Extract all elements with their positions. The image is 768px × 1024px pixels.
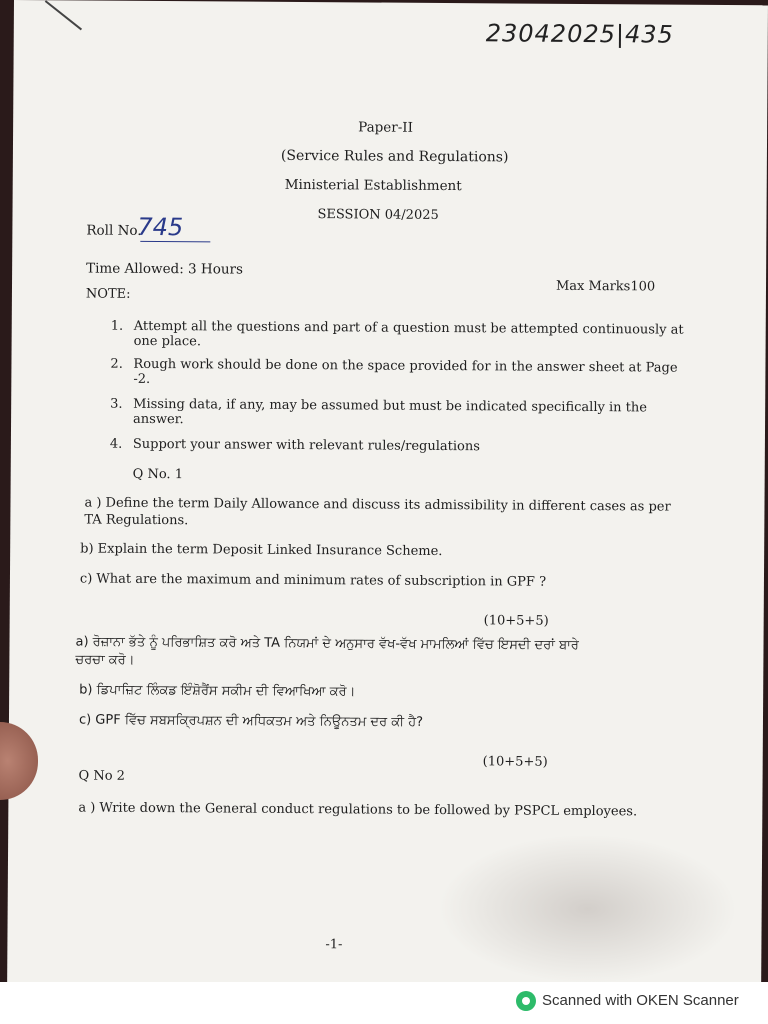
roll-number-underline [140, 241, 210, 242]
note-text-line1: Support your answer with relevant rules/regulations [132, 436, 480, 455]
note-text-line2: answer. [133, 411, 184, 428]
question-1c: c) What are the maximum and minimum rates of subscription in GPF ? [79, 571, 547, 590]
exam-paper-sheet [7, 0, 768, 987]
page-number: -1- [325, 937, 343, 953]
question-1a-punjabi-line1: a) ਰੋਜ਼ਾਨਾ ਭੱਤੇ ਨੂੰ ਪਰਿਭਾਸ਼ਿਤ ਕਰੋ ਅਤੇ TA ਨਿਯਮਾਂ ਦੇ ਅਨੁਸਾਰ ਵੱਖ-ਵੱਖ ਮਾਮਲਿਆਂ ਵਿੱਚ ਇਸਦੀ ਦਰਾਂ ਬਾਰੇ [75, 634, 579, 653]
question-1a-line1: a ) Define the term Daily Allowance and discuss its admissibility in different cases as per [84, 495, 671, 515]
question-2-title: Q No 2 [78, 768, 126, 784]
note-item [110, 356, 678, 391]
note-number: 3. [110, 396, 123, 412]
question-1-marks: (10+5+5) [483, 613, 549, 629]
note-text-line2: -2. [133, 371, 151, 387]
note-item [110, 318, 684, 353]
handwritten-code: 23042025|435 [485, 19, 674, 49]
note-text-line1: Rough work should be done on the space provided for in the answer sheet at Page [133, 356, 678, 376]
note-number: 2. [110, 356, 123, 372]
question-1a-punjabi-line2: ਚਰਚਾ ਕਰੋ। [75, 652, 135, 668]
note-text-line1: Missing data, if any, may be assumed but must be indicated specifically in the [133, 396, 648, 416]
roll-number-value: 745 [137, 212, 184, 242]
establishment-label: Ministerial Establishment [284, 176, 462, 195]
question-1b-punjabi: b) ਡਿਪਾਜ਼ਿਟ ਲਿੰਕਡ ਇੰਸ਼ੋਰੈਂਸ ਸਕੀਮ ਦੀ ਵਿਆਖਿਆ ਕਰੋ। [79, 682, 356, 700]
note-number: 1. [110, 318, 124, 334]
paper-title: Paper-II [358, 119, 414, 136]
question-1-title: Q No. 1 [132, 466, 184, 483]
question-2a: a ) Write down the General conduct regulations to be followed by PSPCL employees. [78, 800, 638, 820]
note-label: NOTE: [85, 286, 131, 302]
session-label: SESSION 04/2025 [317, 207, 439, 223]
roll-number-label: Roll No. [86, 222, 142, 239]
question-1a-line2: TA Regulations. [84, 512, 189, 529]
note-text-line2: one place. [133, 333, 202, 350]
question-1c-punjabi: c) GPF ਵਿੱਚ ਸਬਸਕ੍ਰਿਪਸ਼ਨ ਦੀ ਅਧਿਕਤਮ ਅਤੇ ਨਿਊਨਤਮ ਦਰ ਕੀ ਹੈ? [78, 712, 424, 730]
paper-subject: (Service Rules and Regulations) [280, 147, 509, 166]
note-text-line1: Attempt all the questions and part of a question must be attempted continuously at [133, 318, 684, 338]
note-number: 4. [109, 436, 123, 452]
question-1-punjabi-marks: (10+5+5) [482, 754, 548, 770]
oken-scanner-logo-icon [516, 991, 536, 1011]
max-marks: Max Marks100 [555, 278, 656, 295]
pen-mark [45, 0, 82, 30]
time-allowed: Time Allowed: 3 Hours [86, 260, 243, 278]
note-item [110, 396, 648, 431]
question-1b: b) Explain the term Deposit Linked Insurance Scheme. [80, 541, 443, 560]
shadow-smudge [437, 833, 738, 985]
note-item [109, 436, 480, 455]
scanner-watermark-text: Scanned with OKEN Scanner [542, 992, 739, 1009]
